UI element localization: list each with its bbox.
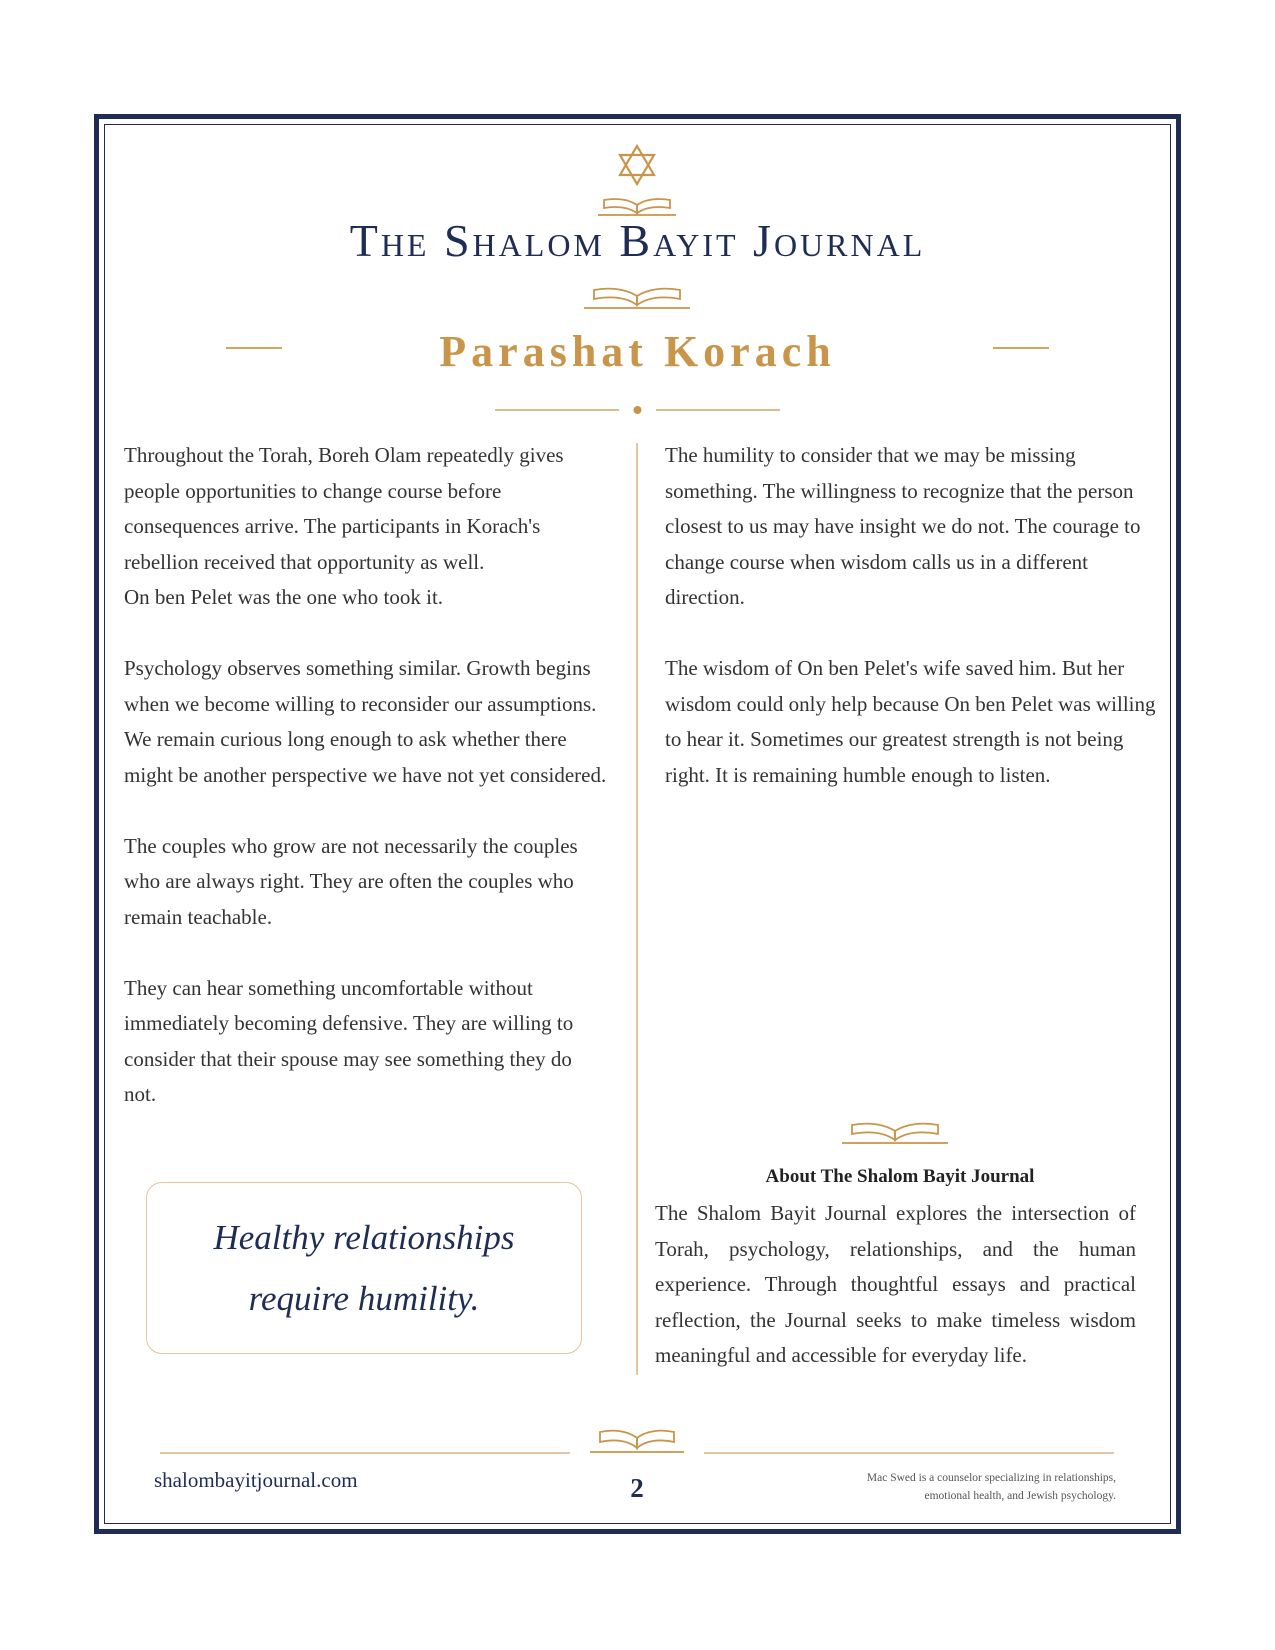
paragraph: The couples who grow are not necessarily the couples who are always right. They are often the couples who remain teachable.	[124, 833, 578, 929]
paragraph: Psychology observes something similar. Growth begins when we become willing to reconsider our assumptions. We remain curious long enough to ask whether there might be another perspective we have not yet considered.	[124, 656, 607, 787]
ornament-divider	[495, 403, 780, 417]
open-book-icon	[582, 285, 692, 311]
journal-title: The Shalom Bayit Journal	[349, 215, 926, 266]
column-divider	[636, 443, 638, 1375]
footer-rule-right	[704, 1452, 1114, 1454]
star-of-david-icon	[614, 142, 660, 188]
pull-quote-box	[146, 1182, 582, 1354]
paragraph: The humility to consider that we may be missing something. The willingness to recognize that the person closest to us may have insight we do not. The courage to change course when wisdom calls us in a different direction.	[665, 443, 1141, 609]
paragraph: Throughout the Torah, Boreh Olam repeatedly gives people opportunities to change course before consequences arrive. The participants in Korach's rebellion received that opportunity as well. On ben Pelet was the one who took it.	[124, 443, 564, 609]
footer-rule-left	[160, 1452, 570, 1454]
pull-quote: Healthy relationships require humility.	[213, 1218, 515, 1318]
parasha-title: Parashat Korach	[439, 327, 836, 376]
page-number: 2	[630, 1473, 644, 1503]
about-text: The Shalom Bayit Journal explores the intersection of Torah, psychology, relationships, and the human experience. Through thoughtful essays and practical reflection, the Journal seeks to make timeless wisdom meaningful and accessible for everyday life.	[655, 1201, 1136, 1367]
right-column	[665, 438, 1157, 829]
paragraph: They can hear something uncomfortable without immediately becoming defensive. They are willing to consider that their spouse may see something they do not.	[124, 975, 574, 1106]
author-bio: Mac Swed is a counselor specializing in relationships, emotional health, and Jewish psychology.	[866, 1472, 1116, 1502]
open-book-icon	[840, 1120, 950, 1146]
open-book-icon	[588, 1426, 686, 1456]
paragraph: The wisdom of On ben Pelet's wife saved him. But her wisdom could only help because On ben Pelet was willing to hear it. Sometimes our greatest strength is not being right. It is remaining humble enough to listen.	[665, 656, 1156, 787]
left-column	[124, 438, 609, 1148]
about-heading: About The Shalom Bayit Journal	[765, 1166, 1035, 1187]
website-link[interactable]: shalombayitjournal.com	[154, 1468, 358, 1492]
